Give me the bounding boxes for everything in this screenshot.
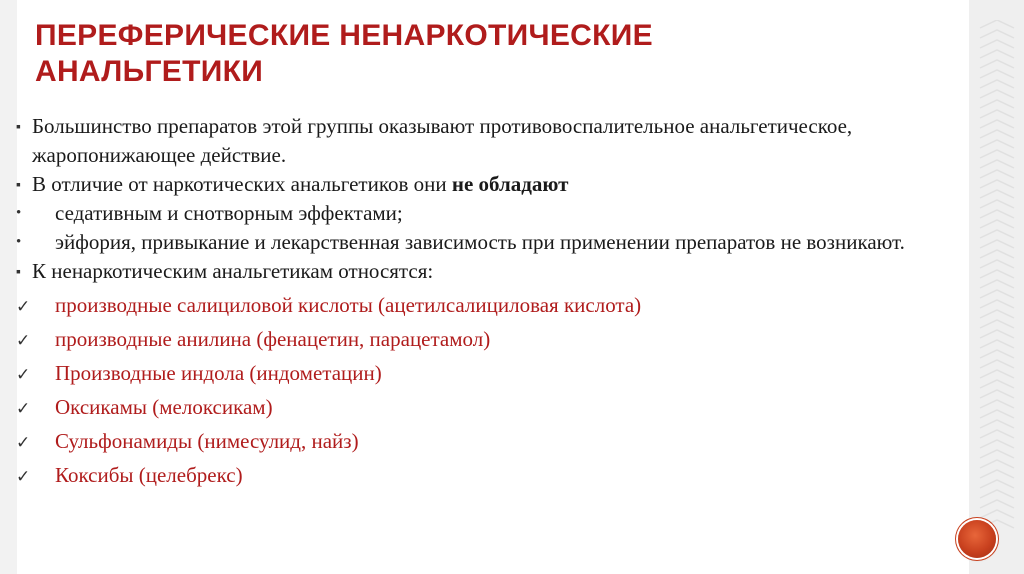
- dot-bullet-icon: •: [16, 234, 22, 250]
- checkmark-icon: ✓: [16, 399, 31, 418]
- bullet-text: В отличие от наркотических анальгетиков они: [32, 172, 452, 196]
- checkmark-icon: ✓: [16, 467, 31, 486]
- chevron-stripe: [980, 510, 1014, 518]
- bullet-text: Большинство препаратов этой группы оказывают противовоспалительное анальгетическое, жаропонижающее действие.: [32, 114, 853, 167]
- chevron-stripe: [980, 460, 1014, 468]
- sub-bullet-item: [16, 228, 936, 257]
- chevron-stripe: [980, 140, 1014, 148]
- chevron-stripe: [980, 370, 1014, 378]
- checkmark-icon: ✓: [16, 297, 31, 316]
- chevron-stripe: [980, 20, 1014, 28]
- chevron-stripe: [980, 160, 1014, 168]
- chevron-stripe: [980, 40, 1014, 48]
- checkmark-icon: ✓: [16, 433, 31, 452]
- bullet-text: К ненаркотическим анальгетикам относятся:: [32, 259, 434, 283]
- slide-title: ПЕРЕФЕРИЧЕСКИЕ НЕНАРКОТИЧЕСКИЕ АНАЛЬГЕТИКИ: [35, 19, 653, 88]
- square-bullet-icon: ▪: [16, 120, 21, 135]
- chevron-stripe: [980, 70, 1014, 78]
- chevron-stripe: [980, 220, 1014, 228]
- chevron-stripe: [980, 110, 1014, 118]
- checkmark-icon: ✓: [16, 331, 31, 350]
- drug-list-item: [16, 461, 936, 490]
- bullet-text-bold: не обладают: [451, 172, 569, 196]
- drug-list-item: [16, 291, 936, 320]
- chevron-stripe: [980, 500, 1014, 508]
- checkmark-icon: ✓: [16, 365, 31, 384]
- drug-list-item: [16, 393, 936, 422]
- chevron-stripe: [980, 100, 1014, 108]
- square-bullet-icon: ▪: [16, 178, 21, 193]
- drug-list-item: [16, 325, 936, 354]
- chevron-stripe: [980, 90, 1014, 98]
- chevron-stripe: [980, 120, 1014, 128]
- sub-bullet-item: [16, 199, 936, 228]
- chevron-stripe: [980, 280, 1014, 288]
- chevron-stripe: [980, 450, 1014, 458]
- chevron-stripe: [980, 200, 1014, 208]
- chevron-stripe: [980, 490, 1014, 498]
- drug-list-text: Оксикамы (мелоксикам): [55, 395, 273, 419]
- drug-list-text: производные анилина (фенацетин, парацетамол): [55, 327, 491, 351]
- chevron-stripe: [980, 420, 1014, 428]
- chevron-stripe: [980, 240, 1014, 248]
- chevron-stripe: [980, 270, 1014, 278]
- bullet-item: [16, 170, 936, 199]
- square-bullet-icon: ▪: [16, 265, 21, 280]
- drug-list-item: [16, 359, 936, 388]
- bullet-item: [16, 257, 936, 286]
- chevron-stripe: [980, 290, 1014, 298]
- chevron-stripe: [980, 150, 1014, 158]
- page-number: [958, 520, 996, 558]
- chevron-stripe: [980, 130, 1014, 138]
- page-number-badge: [958, 520, 996, 558]
- left-decorative-stripe: [0, 0, 17, 574]
- chevron-stripe: [980, 170, 1014, 178]
- chevron-stripe: [980, 440, 1014, 448]
- drug-list-text: производные салициловой кислоты (ацетилсалициловая кислота): [55, 293, 642, 317]
- chevron-stripe: [980, 80, 1014, 88]
- slide-content: [16, 112, 936, 490]
- drug-list-text: Сульфонамиды (нимесулид, найз): [55, 429, 359, 453]
- chevron-stripe: [980, 330, 1014, 338]
- drug-list-text: Коксибы (целебрекс): [55, 463, 243, 487]
- chevron-stripe: [980, 320, 1014, 328]
- chevron-stripe: [980, 30, 1014, 38]
- chevron-stripe: [980, 300, 1014, 308]
- chevron-stripe: [980, 190, 1014, 198]
- chevron-stripe: [980, 310, 1014, 318]
- drug-list-item: [16, 427, 936, 456]
- chevron-stripe: [980, 430, 1014, 438]
- chevron-stripe: [980, 480, 1014, 488]
- sub-bullet-text: седативным и снотворным эффектами;: [55, 201, 403, 225]
- dot-bullet-icon: •: [16, 205, 22, 221]
- chevron-pattern-icon: [974, 20, 1020, 530]
- right-decorative-panel: [969, 0, 1024, 574]
- chevron-stripe: [980, 390, 1014, 398]
- chevron-stripe: [980, 260, 1014, 268]
- chevron-stripe: [980, 60, 1014, 68]
- chevron-stripe: [980, 210, 1014, 218]
- chevron-stripe: [980, 470, 1014, 478]
- chevron-stripe: [980, 360, 1014, 368]
- chevron-stripe: [980, 410, 1014, 418]
- chevron-stripe: [980, 50, 1014, 58]
- bullet-item: [16, 112, 936, 170]
- sub-bullet-text: эйфория, привыкание и лекарственная зависимость при применении препаратов не возникают.: [55, 230, 905, 254]
- drug-list-text: Производные индола (индометацин): [55, 361, 382, 385]
- chevron-stripe: [980, 230, 1014, 238]
- chevron-stripe: [980, 400, 1014, 408]
- chevron-stripe: [980, 340, 1014, 348]
- chevron-stripe: [980, 350, 1014, 358]
- chevron-stripe: [980, 380, 1014, 388]
- chevron-stripe: [980, 180, 1014, 188]
- chevron-stripe: [980, 250, 1014, 258]
